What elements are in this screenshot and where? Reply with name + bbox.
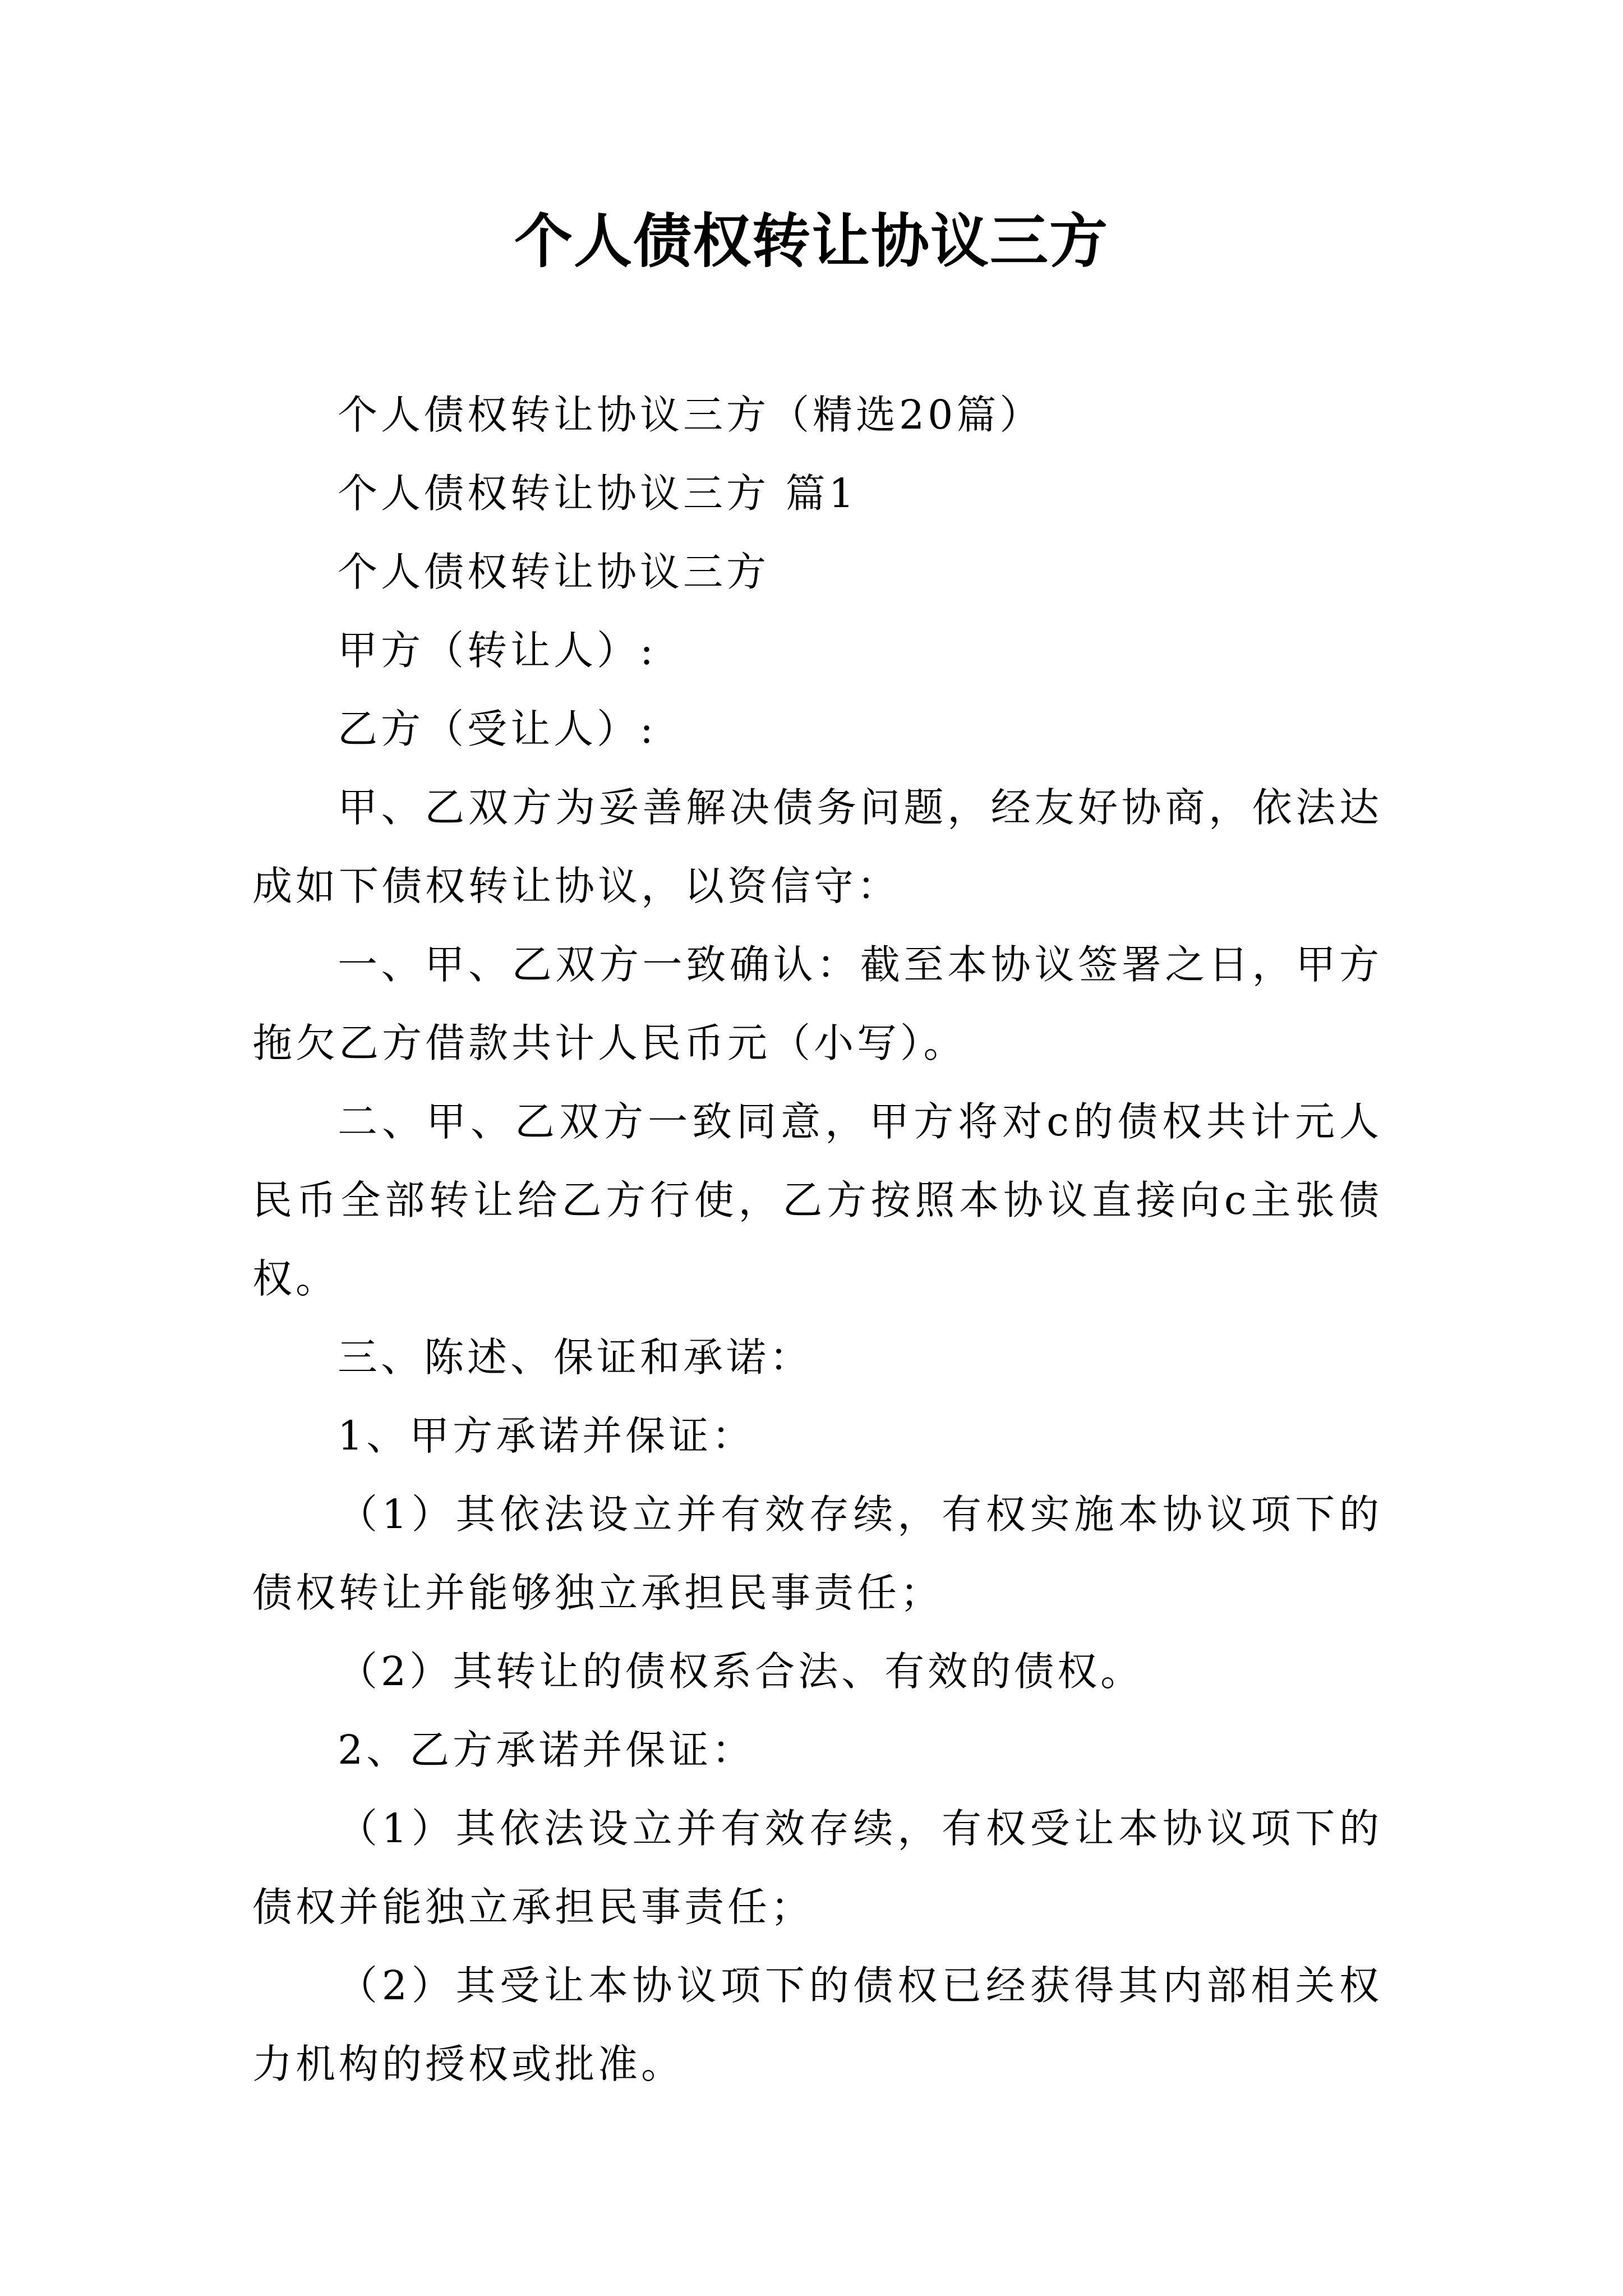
paragraph-agreement-name: 个人债权转让协议三方 [338,549,770,595]
document-title: 个人债权转让协议三方 [514,206,1109,275]
paragraph-clause-3-2-a: （1）其依法设立并有效存续，有权受让本协议项下的债权并能独立承担民事责任； [252,1805,1382,1930]
paragraph-clause-3-heading: 三、陈述、保证和承诺： [338,1334,813,1381]
paragraph-clause-3-1: 1、甲方承诺并保证： [338,1412,755,1459]
paragraph-clause-1: 一、甲、乙双方一致确认：截至本协议签署之日，甲方拖欠乙方借款共计人民币元（小写）。 [252,941,1382,1066]
paragraph-party-b: 乙方（受让人）: [338,706,657,752]
paragraph-part-heading: 个人债权转让协议三方 篇1 [338,470,857,517]
paragraph-clause-3-2-b: （2）其受让本协议项下的债权已经获得其内部相关权力机构的授权或批准。 [252,1962,1382,2087]
document-body [252,376,1382,2104]
paragraph-clause-3-1-b: （2）其转让的债权系合法、有效的债权。 [338,1648,1144,1695]
paragraph-party-a: 甲方（转让人）: [338,627,657,674]
paragraph-clause-2: 二、甲、乙双方一致同意，甲方将对c的债权共计元人民币全部转让给乙方行使，乙方按照本协议直接向c主张债权。 [252,1098,1382,1302]
paragraph-clause-3-2: 2、乙方承诺并保证： [338,1727,755,1773]
paragraph-subtitle: 个人债权转让协议三方（精选20篇） [338,392,1043,438]
paragraph-preamble: 甲、乙双方为妥善解决债务问题，经友好协商，依法达成如下债权转让协议，以资信守： [252,784,1382,909]
paragraph-clause-3-1-a: （1）其依法设立并有效存续，有权实施本协议项下的债权转让并能够独立承担民事责任； [252,1491,1382,1616]
